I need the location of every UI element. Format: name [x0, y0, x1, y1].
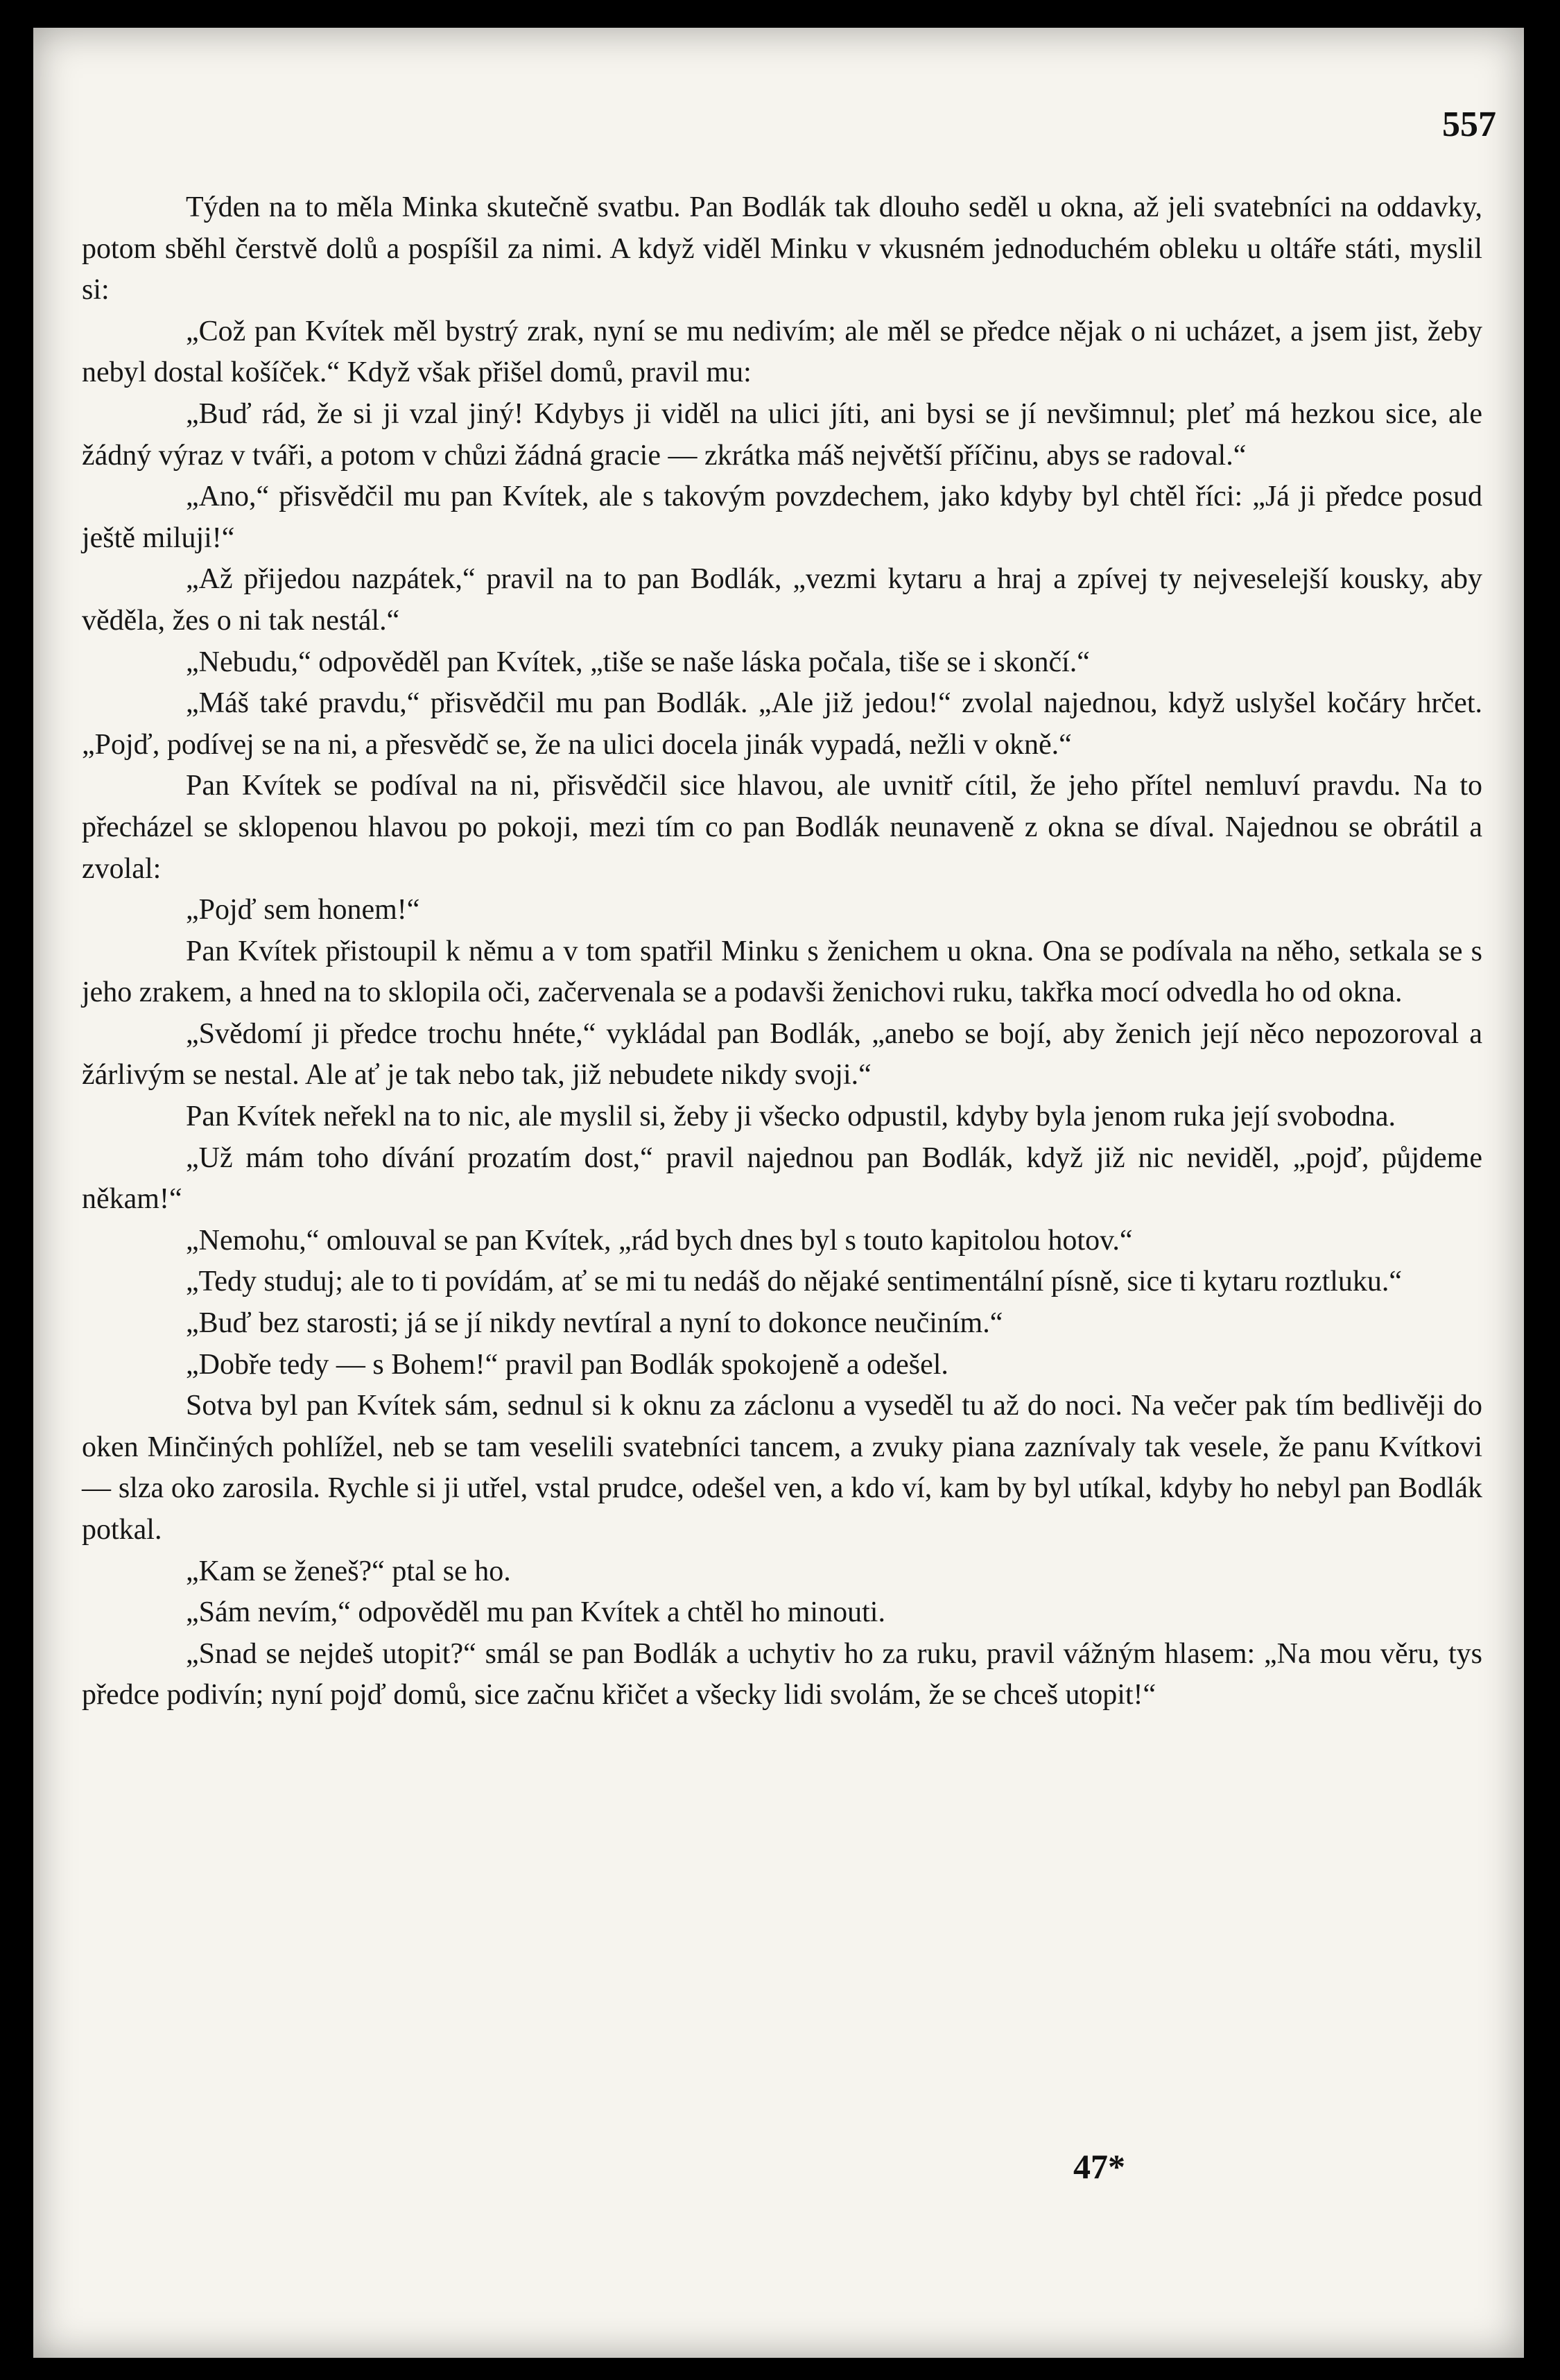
paragraph: Pan Kvítek přistoupil k němu a v tom spatřil Minku s ženichem u okna. Ona se podívala na něho, setkala se s jeho zrakem, a hned na to sklopila oči, začervenala se a podavši ženichovi ruku, takřka mocí odvedla ho od okna.: [82, 935, 1482, 1009]
paragraph: „Svědomí ji předce trochu hnéte,“ vykládal pan Bodlák, „anebo se bojí, aby ženich její něco nepozoroval a žárlivým se nestal. Ale ať je tak nebo tak, již nebudete nikdy svoji.“: [82, 1017, 1482, 1092]
paragraph: „Nemohu,“ omlouval se pan Kvítek, „rád bych dnes byl s touto kapitolou hotov.“: [186, 1224, 1133, 1257]
paragraph: „Buď rád, že si ji vzal jiný! Kdybys ji viděl na ulici jíti, ani bysi se jí nevšimnul; pleť má hezkou sice, ale žádný výraz v tváři, a potom v chůzi žádná gracie — zkrátka máš největší příčinu, abys se radoval.“: [82, 397, 1482, 472]
paragraph: „Ano,“ přisvědčil mu pan Kvítek, ale s takovým povzdechem, jako kdyby byl chtěl říci: „Já ji předce posud ještě miluji!“: [82, 481, 1482, 554]
scanned-page: [33, 28, 1524, 2358]
paragraph: „Nebudu,“ odpověděl pan Kvítek, „tiše se naše láska počala, tiše se i skončí.“: [186, 646, 1090, 678]
paragraph: „Až přijedou nazpátek,“ pravil na to pan Bodlák, „vezmi kytaru a hraj a zpívej ty nejveselejší kousky, aby věděla, žes o ni tak nestál.“: [82, 563, 1482, 637]
paragraph: „Pojď sem honem!“: [186, 894, 420, 926]
signature-mark: 47*: [1073, 2147, 1125, 2186]
paragraph: Pan Kvítek neřekl na to nic, ale myslil si, žeby ji všecko odpustil, kdyby byla jenom ruka její svobodna.: [186, 1101, 1396, 1133]
paragraph: „Snad se nejdeš utopit?“ smál se pan Bodlák a uchytiv ho za ruku, pravil vážným hlasem: „Na mou věru, tys předce podivín; nyní pojď domů, sice začnu křičet a všecky lidi svolám, že se chceš utopit!“: [82, 1637, 1482, 1711]
paragraph: „Dobře tedy — s Bohem!“ pravil pan Bodlák spokojeně a odešel.: [186, 1348, 948, 1381]
page-number: 557: [1442, 105, 1496, 144]
paragraph: Týden na to měla Minka skutečně svatbu. Pan Bodlák tak dlouho seděl u okna, až jeli svatebníci na oddavky, potom sběhl čerstvě dolů a pospíšil za nimi. A když viděl Minku v vkusném jednoduchém obleku u oltáře státi, myslil si:: [82, 191, 1482, 307]
paragraph: „Sám nevím,“ odpověděl mu pan Kvítek a chtěl ho minouti.: [186, 1596, 885, 1629]
paragraph: Sotva byl pan Kvítek sám, sednul si k oknu za záclonu a vyseděl tu až do noci. Na večer pak tím bedlivěji do oken Minčiných pohlížel, neb se tam veselili svatebníci tancem, a zvuky piana zaznívaly tak vesele, že panu Kvítkovi — slza oko zarosila. Rychle si ji utřel, vstal prudce, odešel ven, a kdo ví, kam by byl utíkal, kdyby ho nebyl pan Bodlák potkal.: [82, 1390, 1482, 1546]
paragraph: „Už mám toho dívání prozatím dost,“ pravil najednou pan Bodlák, když již nic neviděl, „pojď, půjdeme někam!“: [82, 1141, 1482, 1216]
body-text: [82, 187, 1482, 1716]
paragraph: „Buď bez starosti; já se jí nikdy nevtíral a nyní to dokonce neučiním.“: [186, 1307, 1003, 1340]
paragraph: „Kam se ženeš?“ ptal se ho.: [186, 1555, 511, 1587]
paragraph: „Což pan Kvítek měl bystrý zrak, nyní se mu nedivím; ale měl se předce nějak o ni ucházet, a jsem jist, žeby nebyl dostal košíček.“ Když však přišel domů, pravil mu:: [82, 315, 1482, 389]
paragraph: „Máš také pravdu,“ přisvědčil mu pan Bodlák. „Ale již jedou!“ zvolal najednou, když uslyšel kočáry hrčet. „Pojď, podívej se na ni, a přesvědč se, že na ulici docela jinák vypadá, nežli v okně.“: [82, 687, 1482, 761]
paragraph: Pan Kvítek se podíval na ni, přisvědčil sice hlavou, ale uvnitř cítil, že jeho přítel nemluví pravdu. Na to přecházel se sklopenou hlavou po pokoji, mezi tím co pan Bodlák neunaveně z okna se díval. Najednou se obrátil a zvolal:: [82, 770, 1482, 885]
paragraph: „Tedy studuj; ale to ti povídám, ať se mi tu nedáš do nějaké sentimentální písně, sice ti kytaru roztluku.“: [186, 1266, 1403, 1298]
